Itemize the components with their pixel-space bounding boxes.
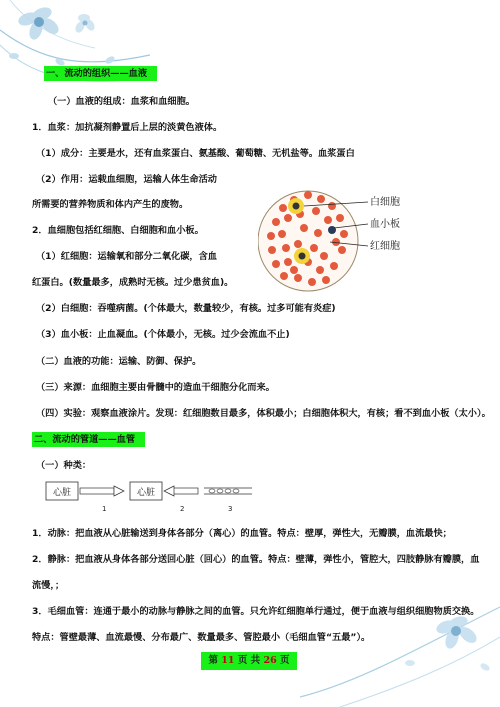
section-title-vessels: 二、流动的管道——血管 xyxy=(32,434,145,446)
heart-label-1: 心脏 xyxy=(52,488,72,498)
label-red-blood-cell: 红细胞 xyxy=(370,241,400,252)
para-plasma-function: （2）作用：运载血细胞，运输人体生命活动 xyxy=(36,174,217,185)
para-platelet: （3）血小板：止血凝血。(个体最小，无核。过少会流血不止) xyxy=(36,329,290,340)
current-page: 11 xyxy=(221,655,235,666)
heart-label-2: 心脏 xyxy=(136,488,156,498)
page-indicator: 第 11 页 共 26 页 xyxy=(201,652,297,670)
para-capillary: 3．毛细血管：连通于最小的动脉与静脉之间的血管。只允许红细胞单行通过，便于血液与组织细胞物质交换。 xyxy=(32,606,480,617)
heading-vessel-types: （一）种类： xyxy=(36,460,92,471)
para-plasma-composition: （1）成分：主要是水，还有血浆蛋白、氨基酸、葡萄糖、无机盐等。血浆蛋白 xyxy=(36,148,355,159)
blood-smear-figure xyxy=(258,178,408,304)
para-vein-cont: 流慢，； xyxy=(32,580,65,591)
vessel-number-2: 2 xyxy=(180,505,185,513)
vessel-number-3: 3 xyxy=(228,505,233,513)
section-title-blood: 一、流动的组织——血液 xyxy=(44,68,157,80)
para-capillary-features: 特点：管壁最薄、血流最慢、分布最广、数量最多、管腔最小（毛细血管“五最”）。 xyxy=(32,632,371,643)
vessel-number-1: 1 xyxy=(102,505,107,513)
total-pages: 26 xyxy=(263,655,277,666)
floral-corner-decoration-bottom xyxy=(300,587,500,707)
para-blood-cells: 2．血细胞包括红细胞、白细胞和血小板。 xyxy=(32,225,204,236)
para-vein: 2．静脉：把血液从身体各部分送回心脏（回心）的血管。特点：壁薄，弹性小，管腔大，四肢静脉有瓣膜，血 xyxy=(32,554,480,565)
heading-blood-experiment: （四）实验：观察血液涂片。发现：红细胞数目最多，体积最小；白细胞体积大，有核；看不到血小板（太小）。 xyxy=(36,408,491,419)
vessel-types-figure xyxy=(44,478,254,514)
para-plasma-function-cont: 所需要的营养物质和体内产生的废物。 xyxy=(32,199,189,210)
heading-blood-composition: （一）血液的组成：血浆和血细胞。 xyxy=(48,96,195,107)
label-white-blood-cell: 白细胞 xyxy=(370,197,400,208)
para-red-blood-cell: （1）红细胞：运输氧和部分二氧化碳，含血 xyxy=(36,251,217,262)
para-red-blood-cell-cont: 红蛋白。(数量最多，成熟时无核。过少患贫血)。 xyxy=(32,277,234,288)
heading-blood-source: （三）来源：血细胞主要由骨髓中的造血干细胞分化而来。 xyxy=(36,382,275,393)
para-white-blood-cell: （2）白细胞：吞噬病菌。(个体最大，数量较少，有核。过多可能有炎症) xyxy=(36,303,336,314)
para-plasma: 1．血浆：加抗凝剂静置后上层的淡黄色液体。 xyxy=(32,122,223,133)
label-platelet: 血小板 xyxy=(370,219,400,230)
heading-blood-function: （二）血液的功能：运输、防御、保护。 xyxy=(36,356,202,367)
para-artery: 1．动脉：把血液从心脏输送到身体各部分（离心）的血管。特点：壁厚，弹性大，无瓣膜，血流最快； xyxy=(32,528,452,539)
